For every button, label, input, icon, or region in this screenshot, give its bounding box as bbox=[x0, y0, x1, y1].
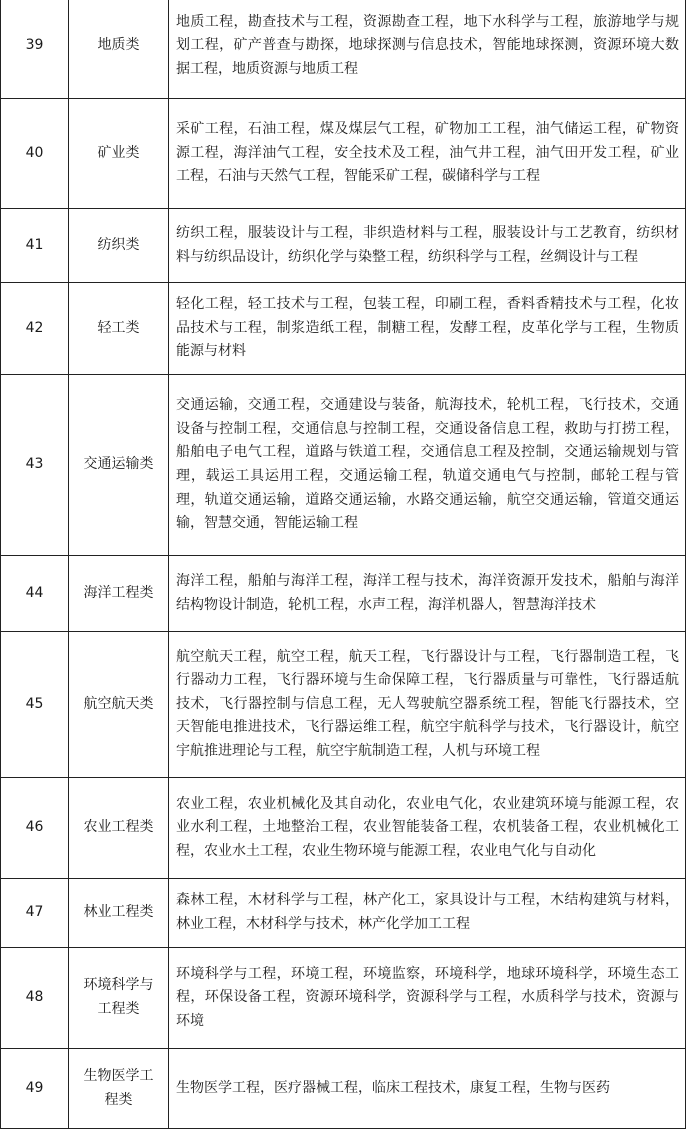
row-number: 43 bbox=[1, 375, 69, 556]
table-row bbox=[1, 283, 686, 375]
category-name: 林业工程类 bbox=[69, 879, 169, 948]
table-row bbox=[1, 948, 686, 1049]
table-row bbox=[1, 1049, 686, 1129]
major-list: 交通运输，交通工程，交通建设与装备，航海技术，轮机工程，飞行技术，交通设备与控制工程，交通信息与控制工程，交通设备信息工程，救助与打捞工程，船舶电子电气工程，道路与铁道工程，交通信息工程及控制，交通运输规划与管理，载运工具运用工程，交通运输工程，轨道交通电气与控制，邮轮工程与管理，轨道交通运输，道路交通运输，水路交通运输，航空交通运输，管道交通运输，智慧交通，智能运输工程 bbox=[169, 375, 686, 556]
category-name: 环境科学与工程类 bbox=[69, 948, 169, 1049]
category-name: 海洋工程类 bbox=[69, 556, 169, 632]
row-number: 46 bbox=[1, 778, 69, 879]
major-list: 采矿工程，石油工程，煤及煤层气工程，矿物加工工程，油气储运工程，矿物资源工程，海洋油气工程，安全技术及工程，油气井工程，油气田开发工程，矿业工程，石油与天然气工程，智能采矿工程，碳储科学与工程 bbox=[169, 99, 686, 209]
category-name: 航空航天类 bbox=[69, 632, 169, 778]
category-name: 地质类 bbox=[69, 0, 169, 99]
table-row bbox=[1, 778, 686, 879]
table-row bbox=[1, 556, 686, 632]
major-list: 海洋工程，船舶与海洋工程，海洋工程与技术，海洋资源开发技术，船舶与海洋结构物设计制造，轮机工程，水声工程，海洋机器人，智慧海洋技术 bbox=[169, 556, 686, 632]
major-list: 轻化工程，轻工技术与工程，包装工程，印刷工程，香料香精技术与工程，化妆品技术与工程，制浆造纸工程，制糖工程，发酵工程，皮革化学与工程，生物质能源与材料 bbox=[169, 283, 686, 375]
table-row bbox=[1, 375, 686, 556]
table-row bbox=[1, 879, 686, 948]
row-number: 48 bbox=[1, 948, 69, 1049]
category-name: 轻工类 bbox=[69, 283, 169, 375]
table-row bbox=[1, 632, 686, 778]
table-row bbox=[1, 209, 686, 283]
row-number: 47 bbox=[1, 879, 69, 948]
major-list: 生物医学工程，医疗器械工程，临床工程技术，康复工程，生物与医药 bbox=[169, 1049, 686, 1129]
row-number: 44 bbox=[1, 556, 69, 632]
table-row bbox=[1, 0, 686, 99]
row-number: 39 bbox=[1, 0, 69, 99]
row-number: 45 bbox=[1, 632, 69, 778]
major-list: 农业工程，农业机械化及其自动化，农业电气化，农业建筑环境与能源工程，农业水利工程，土地整治工程，农业智能装备工程，农机装备工程，农业机械化工程，农业水土工程，农业生物环境与能源工程，农业电气化与自动化 bbox=[169, 778, 686, 879]
category-name: 农业工程类 bbox=[69, 778, 169, 879]
row-number: 41 bbox=[1, 209, 69, 283]
major-list: 地质工程，勘查技术与工程，资源勘查工程，地下水科学与工程，旅游地学与规划工程，矿产普查与勘探，地球探测与信息技术，智能地球探测，资源环境大数据工程，地质资源与地质工程 bbox=[169, 0, 686, 99]
category-name: 交通运输类 bbox=[69, 375, 169, 556]
category-name: 纺织类 bbox=[69, 209, 169, 283]
major-list: 环境科学与工程，环境工程，环境监察，环境科学，地球环境科学，环境生态工程，环保设备工程，资源环境科学，资源科学与工程，水质科学与技术，资源与环境 bbox=[169, 948, 686, 1049]
row-number: 40 bbox=[1, 99, 69, 209]
row-number: 49 bbox=[1, 1049, 69, 1129]
category-name: 矿业类 bbox=[69, 99, 169, 209]
major-list: 航空航天工程，航空工程，航天工程，飞行器设计与工程，飞行器制造工程，飞行器动力工程，飞行器环境与生命保障工程，飞行器质量与可靠性，飞行器适航技术，飞行器控制与信息工程，无人驾驶航空器系统工程，智能飞行器技术，空天智能电推进技术，飞行器运维工程，航空宇航科学与技术，飞行器设计，航空宇航推进理论与工程，航空宇航制造工程，人机与环境工程 bbox=[169, 632, 686, 778]
category-name: 生物医学工程类 bbox=[69, 1049, 169, 1129]
major-list: 森林工程，木材科学与工程，林产化工，家具设计与工程，木结构建筑与材料，林业工程，木材科学与技术，林产化学加工工程 bbox=[169, 879, 686, 948]
table-row bbox=[1, 99, 686, 209]
major-list: 纺织工程，服装设计与工程，非织造材料与工程，服装设计与工艺教育，纺织材料与纺织品设计，纺织化学与染整工程，纺织科学与工程，丝绸设计与工程 bbox=[169, 209, 686, 283]
row-number: 42 bbox=[1, 283, 69, 375]
